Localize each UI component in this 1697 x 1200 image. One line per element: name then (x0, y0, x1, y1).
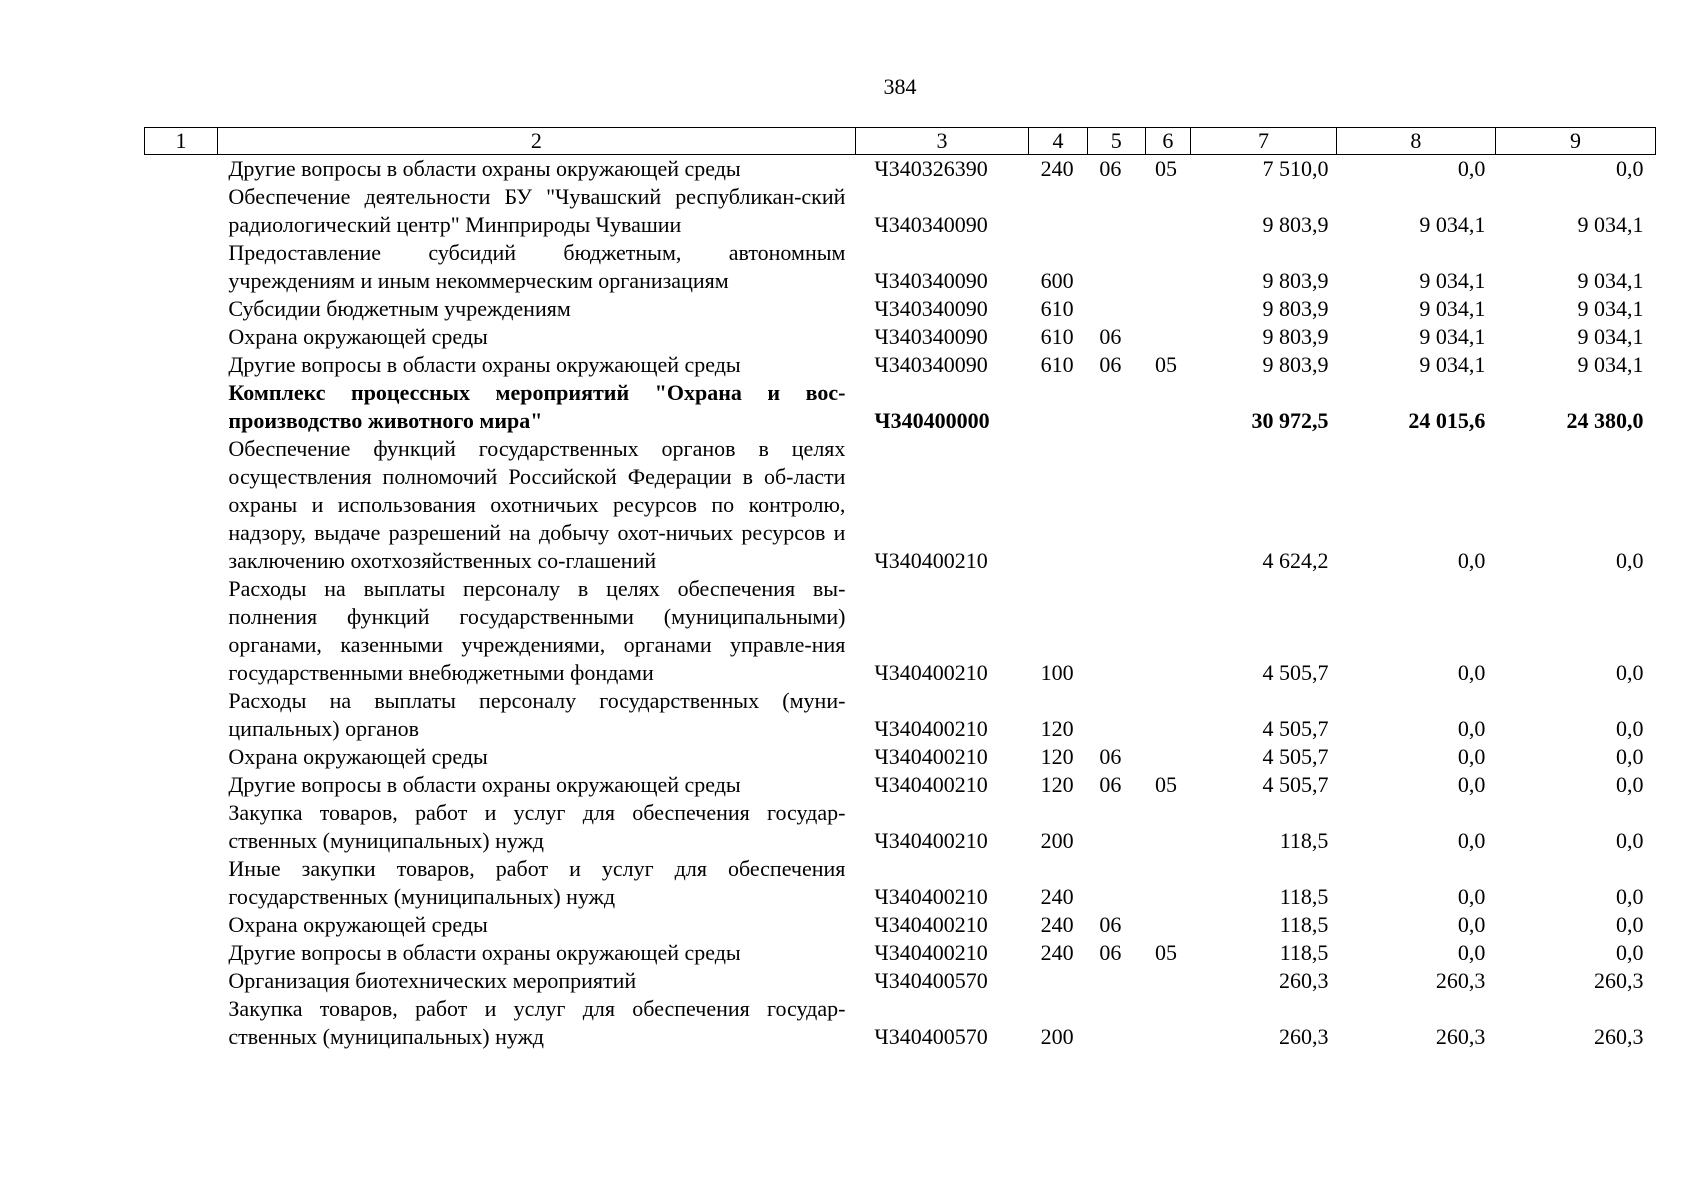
table-row (145, 351, 1656, 379)
row-subsection: 05 (1155, 156, 1178, 181)
table-body (145, 155, 1656, 1052)
row-section (1087, 295, 1145, 323)
row-amount-year-3: 9 034,1 (1577, 352, 1644, 377)
row-number (145, 799, 218, 855)
row-subsection (1145, 967, 1191, 995)
page-number: 384 (883, 74, 917, 99)
row-expense-type: 240 (1040, 884, 1074, 909)
table-row (145, 575, 1656, 687)
row-amount-year-1: 260,3 (1278, 968, 1329, 993)
row-amount-year-2: 9 034,1 (1419, 212, 1486, 237)
row-number (145, 239, 218, 295)
table-row (145, 295, 1656, 323)
row-amount-year-2: 9 034,1 (1419, 296, 1486, 321)
row-amount-year-1: 30 972,5 (1251, 408, 1329, 433)
row-expense-type (1029, 379, 1088, 435)
row-number (145, 183, 218, 239)
row-name: Другие вопросы в области охраны окружающей среды (228, 352, 741, 377)
table-row (145, 911, 1656, 939)
header-cell: 5 (1087, 128, 1145, 155)
table-row (145, 435, 1656, 575)
row-amount-year-2: 0,0 (1457, 940, 1486, 965)
row-expense-type: 610 (1040, 352, 1074, 377)
row-number (145, 351, 218, 379)
row-subsection (1145, 295, 1191, 323)
row-name: Охрана окружающей среды (228, 744, 488, 769)
row-code: Ч340400570 (874, 1024, 988, 1049)
row-amount-year-2: 9 034,1 (1419, 268, 1486, 293)
row-number (145, 855, 218, 911)
row-name: Другие вопросы в области охраны окружающей среды (228, 940, 741, 965)
row-amount-year-3: 260,3 (1594, 1024, 1644, 1049)
row-amount-year-1: 9 803,9 (1262, 212, 1329, 237)
row-amount-year-2: 0,0 (1457, 716, 1486, 741)
row-amount-year-3: 24 380,0 (1566, 408, 1644, 433)
row-amount-year-3: 9 034,1 (1577, 324, 1644, 349)
row-expense-type (1029, 967, 1088, 995)
row-subsection (1145, 799, 1191, 855)
row-name: Предоставление субсидий бюджетным, автономным учреждениям и иным некоммерческим организациям (228, 240, 846, 293)
row-code: Ч340340090 (874, 352, 988, 377)
row-section (1087, 575, 1145, 687)
table-row (145, 183, 1656, 239)
table-row (145, 771, 1656, 799)
row-expense-type: 610 (1040, 324, 1074, 349)
row-amount-year-2: 0,0 (1457, 884, 1486, 909)
row-amount-year-2: 0,0 (1457, 772, 1486, 797)
header-row (145, 128, 1656, 155)
row-section (1087, 855, 1145, 911)
row-amount-year-2: 0,0 (1457, 912, 1486, 937)
row-name: Закупка товаров, работ и услуг для обеспечения государ-ственных (муниципальных) нужд (228, 996, 846, 1049)
row-amount-year-1: 118,5 (1279, 828, 1329, 853)
row-amount-year-2: 0,0 (1457, 744, 1486, 769)
table-row (145, 687, 1656, 743)
row-subsection: 05 (1155, 940, 1178, 965)
table-row (145, 799, 1656, 855)
row-amount-year-2: 260,3 (1435, 968, 1486, 993)
row-section: 06 (1099, 772, 1122, 797)
row-expense-type: 100 (1040, 660, 1074, 685)
row-section (1087, 379, 1145, 435)
row-amount-year-2: 9 034,1 (1419, 324, 1486, 349)
row-subsection (1145, 183, 1191, 239)
row-expense-type: 240 (1040, 912, 1074, 937)
row-number (145, 911, 218, 939)
row-section (1087, 799, 1145, 855)
row-code: Ч340400210 (874, 660, 988, 685)
row-subsection (1145, 743, 1191, 771)
table-row (145, 323, 1656, 351)
row-section (1087, 183, 1145, 239)
header-cell: 1 (145, 128, 218, 155)
row-name: Обеспечение деятельности БУ "Чувашский республикан-ский радиологический центр" Минприроды Чувашии (228, 184, 846, 237)
row-expense-type: 240 (1040, 156, 1074, 181)
row-section: 06 (1099, 744, 1122, 769)
row-subsection: 05 (1155, 352, 1178, 377)
header-cell: 2 (217, 128, 855, 155)
table-row (145, 967, 1656, 995)
row-amount-year-1: 9 803,9 (1262, 352, 1329, 377)
row-amount-year-1: 118,5 (1279, 912, 1329, 937)
header-cell: 4 (1029, 128, 1088, 155)
row-code: Ч340400210 (874, 828, 988, 853)
row-subsection (1145, 575, 1191, 687)
row-code: Ч340340090 (874, 324, 988, 349)
row-subsection (1145, 687, 1191, 743)
row-number (145, 435, 218, 575)
row-name: Другие вопросы в области охраны окружающей среды (228, 156, 741, 181)
row-name: Другие вопросы в области охраны окружающей среды (228, 772, 741, 797)
row-amount-year-3: 260,3 (1594, 968, 1644, 993)
row-number (145, 323, 218, 351)
header-cell: 8 (1336, 128, 1495, 155)
table-row (145, 743, 1656, 771)
row-expense-type: 120 (1040, 772, 1074, 797)
row-amount-year-3: 0,0 (1616, 940, 1644, 965)
row-subsection: 05 (1155, 772, 1178, 797)
row-amount-year-1: 7 510,0 (1262, 156, 1329, 181)
row-amount-year-3: 0,0 (1616, 744, 1644, 769)
header-cell: 3 (855, 128, 1028, 155)
row-subsection (1145, 435, 1191, 575)
row-number (145, 379, 218, 435)
row-expense-type: 120 (1040, 744, 1074, 769)
row-code: Ч340340090 (874, 296, 988, 321)
row-amount-year-1: 118,5 (1279, 940, 1329, 965)
row-section: 06 (1099, 156, 1122, 181)
row-name: Комплекс процессных мероприятий "Охрана и вос-производство животного мира" (228, 380, 846, 433)
row-number (145, 743, 218, 771)
row-amount-year-1: 118,5 (1279, 884, 1329, 909)
row-name: Расходы на выплаты персоналу в целях обеспечения вы-полнения функций государственными (муниципальными) органами, казенными учреждениями, органами управле-ния государственными внебюджетными фондами (228, 576, 846, 685)
row-amount-year-2: 0,0 (1457, 828, 1486, 853)
row-code: Ч340400210 (874, 912, 988, 937)
row-section: 06 (1099, 940, 1122, 965)
header-cell: 9 (1495, 128, 1655, 155)
row-name: Организация биотехнических мероприятий (228, 968, 637, 993)
row-name: Иные закупки товаров, работ и услуг для обеспечения государственных (муниципальных) нужд (228, 856, 846, 909)
row-name: Обеспечение функций государственных органов в целях осуществления полномочий Российской Федерации в об-ласти охраны и использования охотничьих ресурсов по контролю, надзору, выдаче разрешений на добычу охот-ничьих ресурсов и заключению охотхозяйственных со-глашений (228, 436, 846, 573)
row-amount-year-1: 4 505,7 (1262, 772, 1329, 797)
row-expense-type: 600 (1040, 268, 1074, 293)
table-row (145, 995, 1656, 1051)
row-expense-type: 200 (1040, 828, 1074, 853)
row-code: Ч340400210 (874, 884, 988, 909)
row-expense-type (1029, 435, 1088, 575)
row-number (145, 687, 218, 743)
row-amount-year-3: 0,0 (1616, 828, 1644, 853)
row-code: Ч340400210 (874, 716, 988, 741)
row-code: Ч340400570 (874, 968, 988, 993)
table-row (145, 155, 1656, 184)
row-name: Закупка товаров, работ и услуг для обеспечения государ-ственных (муниципальных) нужд (228, 800, 846, 853)
budget-table (144, 127, 1656, 1051)
row-amount-year-1: 4 624,2 (1262, 548, 1329, 573)
row-code: Ч340340090 (874, 268, 988, 293)
row-code: Ч340400210 (874, 940, 988, 965)
row-code: Ч340400210 (874, 772, 988, 797)
row-name: Охрана окружающей среды (228, 324, 488, 349)
row-amount-year-3: 0,0 (1616, 716, 1644, 741)
row-amount-year-3: 0,0 (1616, 660, 1644, 685)
row-code: Ч340400210 (874, 744, 988, 769)
row-amount-year-3: 0,0 (1616, 548, 1644, 573)
row-subsection (1145, 379, 1191, 435)
row-code: Ч340326390 (874, 156, 988, 181)
row-expense-type: 610 (1040, 296, 1074, 321)
row-number (145, 995, 218, 1051)
row-amount-year-1: 4 505,7 (1262, 744, 1329, 769)
row-subsection (1145, 239, 1191, 295)
row-amount-year-1: 9 803,9 (1262, 268, 1329, 293)
row-expense-type (1029, 183, 1088, 239)
row-section: 06 (1099, 912, 1122, 937)
row-name: Расходы на выплаты персоналу государственных (муни-ципальных) органов (228, 688, 846, 741)
row-number (145, 967, 218, 995)
row-number (145, 155, 218, 184)
row-number (145, 575, 218, 687)
row-code: Ч340340090 (874, 212, 988, 237)
row-subsection (1145, 995, 1191, 1051)
row-amount-year-3: 0,0 (1616, 912, 1644, 937)
row-amount-year-2: 0,0 (1457, 660, 1486, 685)
row-expense-type: 200 (1040, 1024, 1074, 1049)
row-amount-year-1: 260,3 (1278, 1024, 1329, 1049)
row-section: 06 (1099, 324, 1122, 349)
header-cell: 6 (1145, 128, 1191, 155)
row-amount-year-1: 4 505,7 (1262, 660, 1329, 685)
row-code: Ч340400000 (874, 408, 990, 433)
row-amount-year-3: 0,0 (1616, 156, 1644, 181)
row-subsection (1145, 323, 1191, 351)
row-amount-year-2: 0,0 (1457, 548, 1486, 573)
table-row (145, 855, 1656, 911)
row-name: Субсидии бюджетным учреждениям (228, 296, 571, 321)
table-row (145, 239, 1656, 295)
row-amount-year-1: 9 803,9 (1262, 296, 1329, 321)
row-section (1087, 967, 1145, 995)
row-number (145, 771, 218, 799)
row-amount-year-3: 9 034,1 (1577, 212, 1644, 237)
row-amount-year-3: 9 034,1 (1577, 268, 1644, 293)
row-code: Ч340400210 (874, 548, 988, 573)
row-subsection (1145, 911, 1191, 939)
row-amount-year-1: 9 803,9 (1262, 324, 1329, 349)
row-number (145, 939, 218, 967)
row-amount-year-3: 0,0 (1616, 772, 1644, 797)
row-expense-type: 120 (1040, 716, 1074, 741)
row-number (145, 295, 218, 323)
row-section (1087, 239, 1145, 295)
row-amount-year-2: 0,0 (1457, 156, 1486, 181)
header-cell: 7 (1191, 128, 1337, 155)
row-section: 06 (1099, 352, 1122, 377)
row-amount-year-3: 9 034,1 (1577, 296, 1644, 321)
row-amount-year-2: 260,3 (1435, 1024, 1486, 1049)
row-amount-year-3: 0,0 (1616, 884, 1644, 909)
row-amount-year-1: 4 505,7 (1262, 716, 1329, 741)
table-row (145, 939, 1656, 967)
row-section (1087, 995, 1145, 1051)
table-row (145, 379, 1656, 435)
row-section (1087, 687, 1145, 743)
row-name: Охрана окружающей среды (228, 912, 488, 937)
row-subsection (1145, 855, 1191, 911)
row-expense-type: 240 (1040, 940, 1074, 965)
row-amount-year-2: 24 015,6 (1408, 408, 1486, 433)
row-section (1087, 435, 1145, 575)
row-amount-year-2: 9 034,1 (1419, 352, 1486, 377)
